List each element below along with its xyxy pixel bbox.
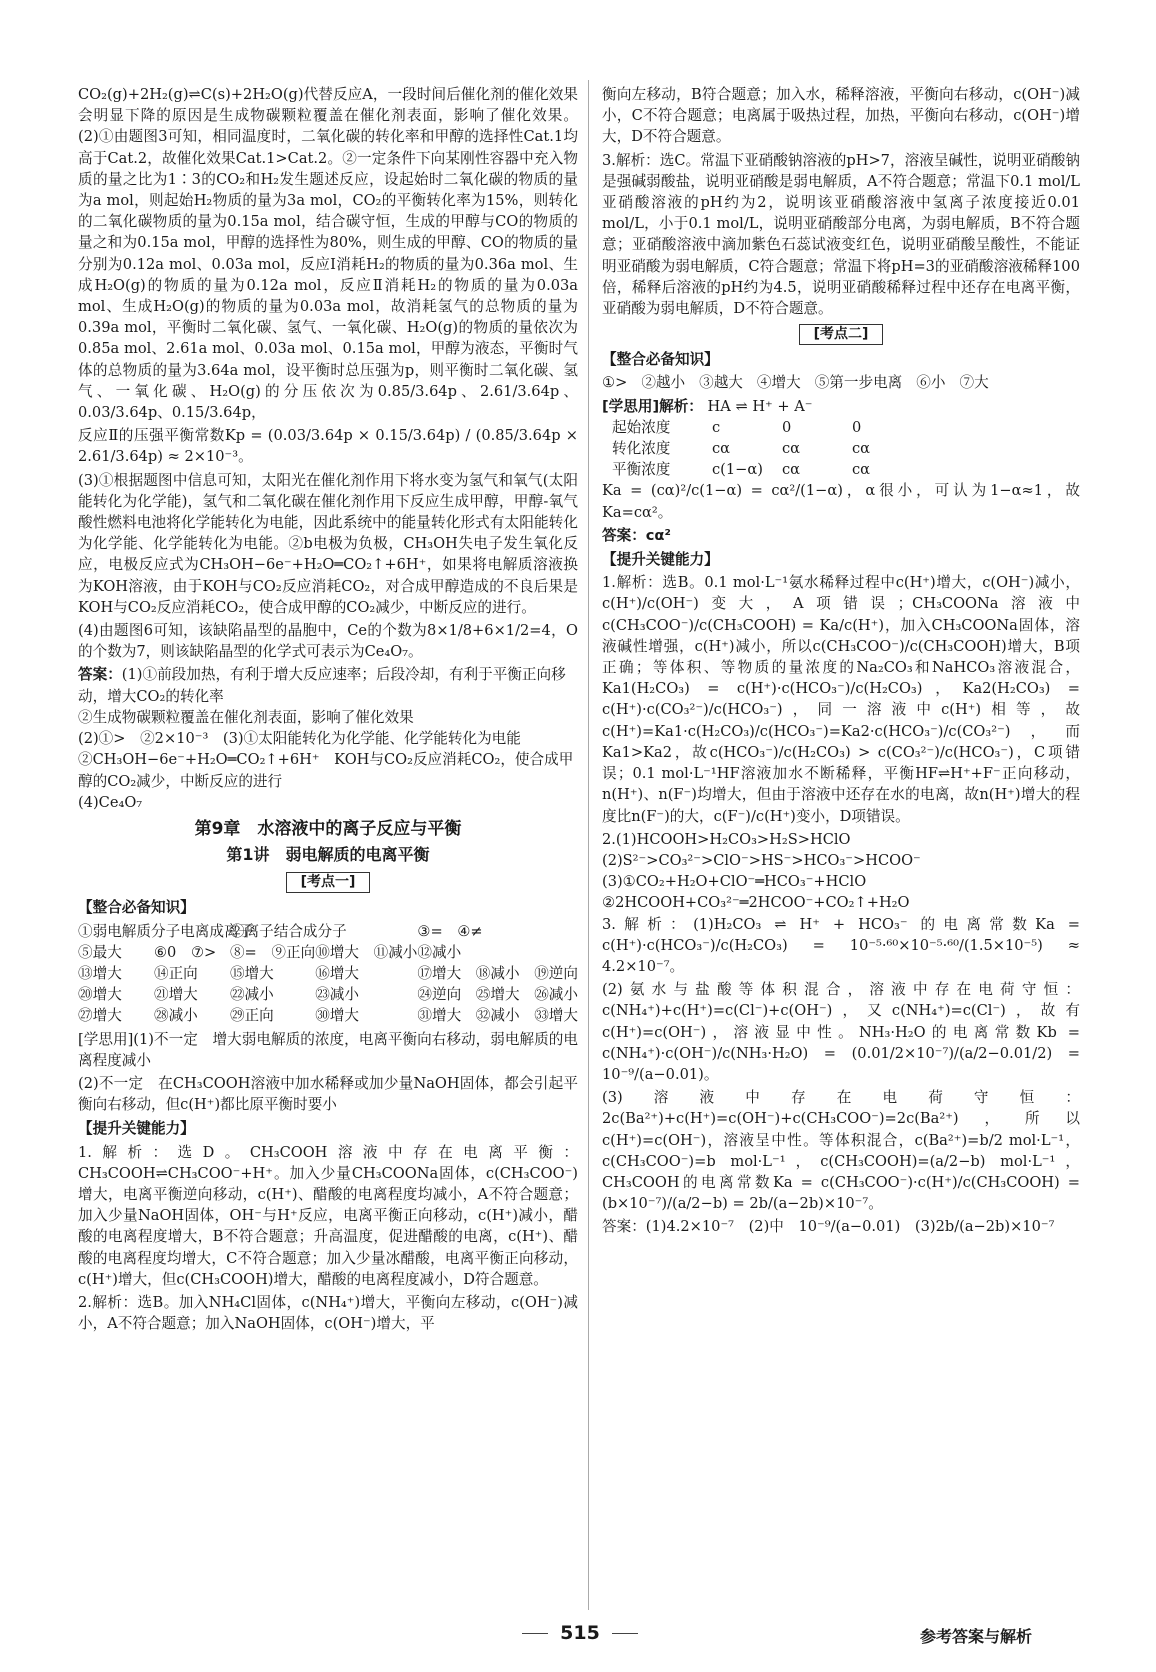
section-tag: [考点二] bbox=[602, 323, 1080, 345]
table-cell: cα bbox=[852, 440, 871, 458]
section-heading: 【整合必备知识】 bbox=[78, 899, 195, 917]
section-heading: 【整合必备知识】 bbox=[602, 351, 719, 369]
blank-answer: ⑭正向 bbox=[153, 964, 198, 982]
blank-answer: ⑳增大 bbox=[78, 986, 122, 1004]
left-column bbox=[78, 84, 578, 1336]
question-solution: 3.解析：(1)H₂CO₃ ⇌ H⁺ + HCO₃⁻ 的电离常数Ka = c(H⁺)·c(HCO₃⁻)/c(H₂CO₃) = 10⁻⁵·⁶⁰×10⁻⁵·⁶⁰/(1.5×10⁻⁵) ≈ 4.2×10⁻⁷。 bbox=[602, 915, 1080, 975]
table-cell: cα bbox=[712, 440, 731, 458]
footer-label: 参考答案与解析 bbox=[920, 1627, 1033, 1646]
answer-line: (3)①CO₂+H₂O+ClO⁻═HCO₃⁻+HClO bbox=[602, 873, 867, 891]
table-row-label: 转化浓度 bbox=[612, 440, 671, 458]
blank-answer: ⑮增大 bbox=[229, 964, 274, 982]
blank-answer: ⑤最大 bbox=[78, 943, 122, 961]
answer-label: 答案： bbox=[78, 666, 122, 684]
table-cell: cα bbox=[782, 440, 801, 458]
answer-line: 2.(1)HCOOH>H₂CO₃>H₂S>HClO bbox=[602, 830, 851, 848]
question-solution: 1.解析：选B。0.1 mol·L⁻¹氨水稀释过程中c(H⁺)增大，c(OH⁻)减小，c(H⁺)/c(OH⁻)变大，A项错误；CH₃COONa溶液中c(CH₃COO⁻)/c(CH₃COOH) = Ka/c(H⁺)，加入CH₃COONa固体，溶液碱性增强，c(H⁺)减小，所以c(CH₃COO⁻)/c(CH₃COOH)增大，B项正确；等体积、等物质的量浓度的Na₂CO₃和NaHCO₃溶液混合，Ka1(H₂CO₃) = c(H⁺)·c(HCO₃⁻)/c(H₂CO₃)，Ka2(H₂CO₃) = c(H⁺)·c(CO₃²⁻)/c(HCO₃⁻)，同一溶液中c(H⁺)相等，故c(H⁺)=Ka1·c(H₂CO₃)/c(HCO₃⁻)=Ka2·c(HCO₃⁻)/c(CO₃²⁻)，而Ka1>Ka2，故c(HCO₃⁻)/c(H₂CO₃) > c(CO₃²⁻)/c(HCO₃⁻)，C项错误；0.1 mol·L⁻¹HF溶液加水不断稀释，平衡HF⇌H⁺+F⁻正向移动，n(H⁺)、n(F⁻)均增大，但由于溶液中还存在水的电离，故n(H⁺)增大的程度比n(F⁻)的大，c(F⁻)/c(H⁺)变小，D项错误。 bbox=[602, 574, 1080, 825]
table-cell: cα bbox=[782, 461, 801, 479]
blank-answer: ㉗增大 bbox=[78, 1007, 122, 1025]
blank-answer: ㉚增大 bbox=[315, 1007, 359, 1025]
page-number: 515 bbox=[480, 1622, 680, 1644]
table-row-label: 平衡浓度 bbox=[612, 461, 671, 479]
section-tag: [考点一] bbox=[78, 871, 578, 893]
blank-answer: ㉑增大 bbox=[153, 986, 198, 1004]
blank-answer: ⑥0 ⑦> bbox=[153, 943, 217, 961]
question-solution: (2)氨水与盐酸等体积混合，溶液中存在电荷守恒：c(NH₄⁺)+c(H⁺)=c(Cl⁻)+c(OH⁻)，又c(NH₄⁺)=c(Cl⁻)，故有c(H⁺)=c(OH⁻)，溶液显中性。NH₃·H₂O的电离常数Kb = c(NH₄⁺)·c(OH⁻)/c(NH₃·H₂O) = (0.01/2×10⁻⁷)/(a/2−0.01/2) = 10⁻⁹/(a−0.01)。 bbox=[602, 981, 1080, 1083]
blank-answer: ③越大 bbox=[699, 374, 743, 392]
ion-equation-line: [学思用]解析： HA ⇌ H⁺ + A⁻ bbox=[602, 397, 813, 415]
blank-answer: ⑤第一步电离 bbox=[814, 374, 903, 392]
blank-answer: ㉙正向 bbox=[229, 1007, 274, 1025]
xuesiyong: [学思用](1)不一定 增大弱电解质的浓度，电离平衡向右移动，弱电解质的电离程度减小 bbox=[78, 1030, 578, 1069]
blank-answer: ⑬增大 bbox=[78, 964, 122, 982]
question-solution: 衡向左移动，B符合题意；加入水，稀释溶液，平衡向右移动，c(OH⁻)减小，C不符合题意；电离属于吸热过程，加热，平衡向右移动，c(OH⁻)增大，D不符合题意。 bbox=[602, 86, 1080, 146]
answer-block bbox=[78, 664, 578, 812]
blank-answer: ②离子结合成分子 bbox=[229, 922, 347, 940]
answer-line: ②2HCOOH+CO₃²⁻═2HCOO⁻+CO₂↑+H₂O bbox=[602, 894, 910, 912]
xuesiyong: (2)不一定 在CH₃COOH溶液中加水稀释或加少量NaOH固体，都会引起平衡向右移动，但c(H⁺)都比原平衡时要小 bbox=[78, 1074, 578, 1114]
table-cell: c(1−α) bbox=[712, 461, 763, 479]
blank-answer: ⑰增大 ⑱减小 ⑲逆向 bbox=[417, 964, 578, 982]
kp-equation: 反应Ⅱ的压强平衡常数Kp = (0.03/3.64p × 0.15/3.64p) / (0.85/3.64p × 2.61/3.64p) ≈ 2×10⁻³。 bbox=[78, 427, 578, 466]
lecture-title: 第1讲 弱电解质的电离平衡 bbox=[226, 845, 430, 865]
right-column bbox=[602, 84, 1080, 1240]
section-heading: 【提升关键能力】 bbox=[78, 1120, 195, 1138]
blank-answer: ㉓减小 bbox=[315, 986, 359, 1004]
answer-paragraph: (3)①根据题图中信息可知，太阳光在催化剂作用下将水变为氢气和氧气(太阳能转化为化学能)，氢气和二氧化碳在催化剂作用下反应生成甲醇，甲醇-氧气酸性燃料电池将化学能转化为电能，因此系统中的能量转化形式有太阳能转化为化学能、化学能转化为电能。②b电极为负极，CH₃OH失电子发生氧化反应，电极反应式为CH₃OH−6e⁻+H₂O═CO₂↑+6H⁺，如果将电解质溶液换为KOH溶液，由于KOH与CO₂反应消耗CO₂，对合成甲醇造成的不良后果是KOH与CO₂反应消耗CO₂，使合成甲醇的CO₂减少，中断反应的进行。 bbox=[78, 471, 578, 616]
table-cell: 0 bbox=[782, 418, 792, 436]
question-solution: 1.解析：选D。CH₃COOH溶液中存在电离平衡：CH₃COOH⇌CH₃COO⁻+H⁺。加入少量CH₃COONa固体，c(CH₃COO⁻)增大，电离平衡逆向移动，c(H⁺)、醋酸的电离程度均减小，A不符合题意；加入少量NaOH固体，OH⁻与H⁺反应，电离平衡正向移动，c(H⁺)减小，醋酸的电离程度增大，B不符合题意；升高温度，促进醋酸的电离，c(H⁺)、醋酸的电离程度均增大，C不符合题意；加入少量冰醋酸，电离平衡正向移动，c(H⁺)增大，但c(CH₃COOH)增大，醋酸的电离程度减小，D符合题意。 bbox=[78, 1143, 578, 1288]
question-solution: (3)溶液中存在电荷守恒：2c(Ba²⁺)+c(H⁺)=c(OH⁻)+c(CH₃COO⁻)=2c(Ba²⁺)，所以c(H⁺)=c(OH⁻)，溶液呈中性。等体积混合，c(Ba²⁺)=b/2 mol·L⁻¹，c(CH₃COO⁻)=b mol·L⁻¹，c(CH₃COOH)=(a/2−b) mol·L⁻¹，CH₃COOH的电离常数Ka = c(CH₃COO⁻)·c(H⁺)/c(CH₃COOH) = (b×10⁻⁷)/(a/2−b) = 2b/(a−2b)×10⁻⁷。 bbox=[602, 1089, 1080, 1213]
blank-answers bbox=[602, 372, 1080, 393]
table-cell: 0 bbox=[852, 418, 862, 436]
blank-answer: ②越小 bbox=[641, 374, 686, 392]
ka-equation: Ka = (cα)²/c(1−α) = cα²/(1−α)，α很小，可认为1−α≈1，故Ka=cα²。 bbox=[602, 482, 1080, 521]
question-solution: 2.解析：选B。加入NH₄Cl固体，c(NH₄⁺)增大，平衡向左移动，c(OH⁻)减小，A不符合题意；加入NaOH固体，c(OH⁻)增大，平 bbox=[78, 1293, 578, 1333]
blank-answer: ①弱电解质分子电离成离子 bbox=[78, 922, 254, 940]
table-cell: c bbox=[712, 418, 721, 436]
answer-line: (2)S²⁻>CO₃²⁻>ClO⁻>HS⁻>HCO₃⁻>HCOO⁻ bbox=[602, 851, 921, 869]
blank-answer: ④增大 bbox=[756, 374, 801, 392]
blank-answers bbox=[78, 921, 578, 1027]
blank-answer: ⑥小 bbox=[916, 374, 946, 392]
blank-answer: ⑧= ⑨正向 bbox=[229, 943, 316, 961]
blank-answer: ⑦大 bbox=[959, 374, 989, 392]
equilibrium-table bbox=[612, 417, 1080, 481]
final-answer: 答案：(1)4.2×10⁻⁷ (2)中 10⁻⁹/(a−0.01) (3)2b/(a−2b)×10⁻⁷ bbox=[602, 1218, 1055, 1236]
table-cell: cα bbox=[852, 461, 871, 479]
question-solution: 3.解析：选C。常温下亚硝酸钠溶液的pH>7，溶液呈碱性，说明亚硝酸钠是强碱弱酸盐，说明亚硝酸是弱电解质，A不符合题意；常温下0.1 mol/L亚硝酸溶液的pH约为2，说明该亚硝酸溶液中氢离子浓度接近0.01 mol/L，小于0.1 mol/L，说明亚硝酸部分电离，为弱电解质，B不符合题意；亚硝酸溶液中滴加紫色石蕊试液变红色，说明亚硝酸呈酸性，不能证明亚硝酸为弱电解质，C符合题意；常温下将pH=3的亚硝酸溶液稀释100倍，稀释后溶液的pH约为4.5，说明亚硝酸稀释过程中还存在电离平衡，亚硝酸为弱电解质，D不符合题意。 bbox=[602, 151, 1080, 318]
blank-answer: ⑫减小 bbox=[417, 943, 462, 961]
section-heading: 【提升关键能力】 bbox=[602, 551, 719, 569]
answer-paragraph: CO₂(g)+2H₂(g)⇌C(s)+2H₂O(g)代替反应A，一段时间后催化剂的催化效果会明显下降的原因是生成物碳颗粒覆盖在催化剂表面，影响了催化效果。(2)①由题图3可知，相同温度时，二氧化碳的转化率和甲醇的选择性Cat.1均高于Cat.2，故催化效果Cat.1>Cat.2。②一定条件下向某刚性容器中充入物质的量之比为1∶3的CO₂和H₂发生题述反应，设起始时二氧化碳的物质的量为a mol，则起始H₂物质的量为3a mol，CO₂的平衡转化率为15%，则转化的二氧化碳物质的量为0.15a mol，结合碳守恒，生成的甲醇与CO的物质的量之和为0.15a mol，甲醇的选择性为80%，则生成的甲醇、CO的物质的量分别为0.12a mol、0.03a mol，反应Ⅰ消耗H₂的物质的量为0.36a mol、生成H₂O(g)的物质的量为0.12a mol，反应Ⅱ消耗H₂的物质的量为0.03a mol、生成H₂O(g)的物质的量为0.03a mol，故消耗氢气的总物质的量为0.39a mol，平衡时二氧化碳、氢气、一氧化碳、H₂O(g)的物质的量依次为0.85a mol、2.61a mol、0.03a mol、0.15a mol，甲醇为液态，平衡时气体的总物质的量为3.64a mol，设平衡时总压强为p，则平衡时二氧化碳、氢气、一氧化碳、H₂O(g)的分压依次为0.85/3.64p、2.61/3.64p、0.03/3.64p、0.15/3.64p， bbox=[78, 86, 578, 422]
blank-answer: ⑯增大 bbox=[315, 964, 359, 982]
blank-answer: ㉔逆向 ㉕增大 ㉖减小 bbox=[417, 986, 578, 1004]
blank-answer: ①> bbox=[602, 374, 628, 392]
chapter-title: 第9章 水溶液中的离子反应与平衡 bbox=[194, 818, 462, 839]
table-row-label: 起始浓度 bbox=[612, 418, 671, 436]
blank-answer: ⑩增大 ⑪减小 bbox=[315, 943, 418, 961]
blank-answer: ㉘减小 bbox=[153, 1007, 198, 1025]
answer-line: ②生成物碳颗粒覆盖在催化剂表面，影响了催化效果 bbox=[78, 708, 414, 726]
answer-line: (1)①前段加热，有利于增大反应速率；后段冷却，有利于平衡正向移动，增大CO₂的转化率 bbox=[78, 666, 566, 705]
ion-equation: HA ⇌ H⁺ + A⁻ bbox=[707, 397, 813, 415]
answer-paragraph: (4)由题图6可知，该缺陷晶型的晶胞中，Ce的个数为8×1/8+6×1/2=4，O的个数为7，则该缺陷晶型的化学式可表示为Ce₄O₇。 bbox=[78, 622, 578, 661]
answer-line: (2)①> ②2×10⁻³ (3)①太阳能转化为化学能、化学能转化为电能 ②CH₃OH−6e⁻+H₂O═CO₂↑+6H⁺ KOH与CO₂反应消耗CO₂，使合成甲醇的CO₂减少，中断反应的进行 bbox=[78, 730, 574, 790]
blank-answer: ㉛增大 ㉜减小 ㉝增大 bbox=[417, 1007, 578, 1025]
blank-answer: ③= ④≠ bbox=[417, 922, 483, 940]
blank-answer: ㉒减小 bbox=[229, 986, 274, 1004]
answer-line: (4)Ce₄O₇ bbox=[78, 793, 143, 811]
answer-line: 答案：cα² bbox=[602, 526, 671, 544]
column-divider bbox=[588, 80, 589, 1610]
